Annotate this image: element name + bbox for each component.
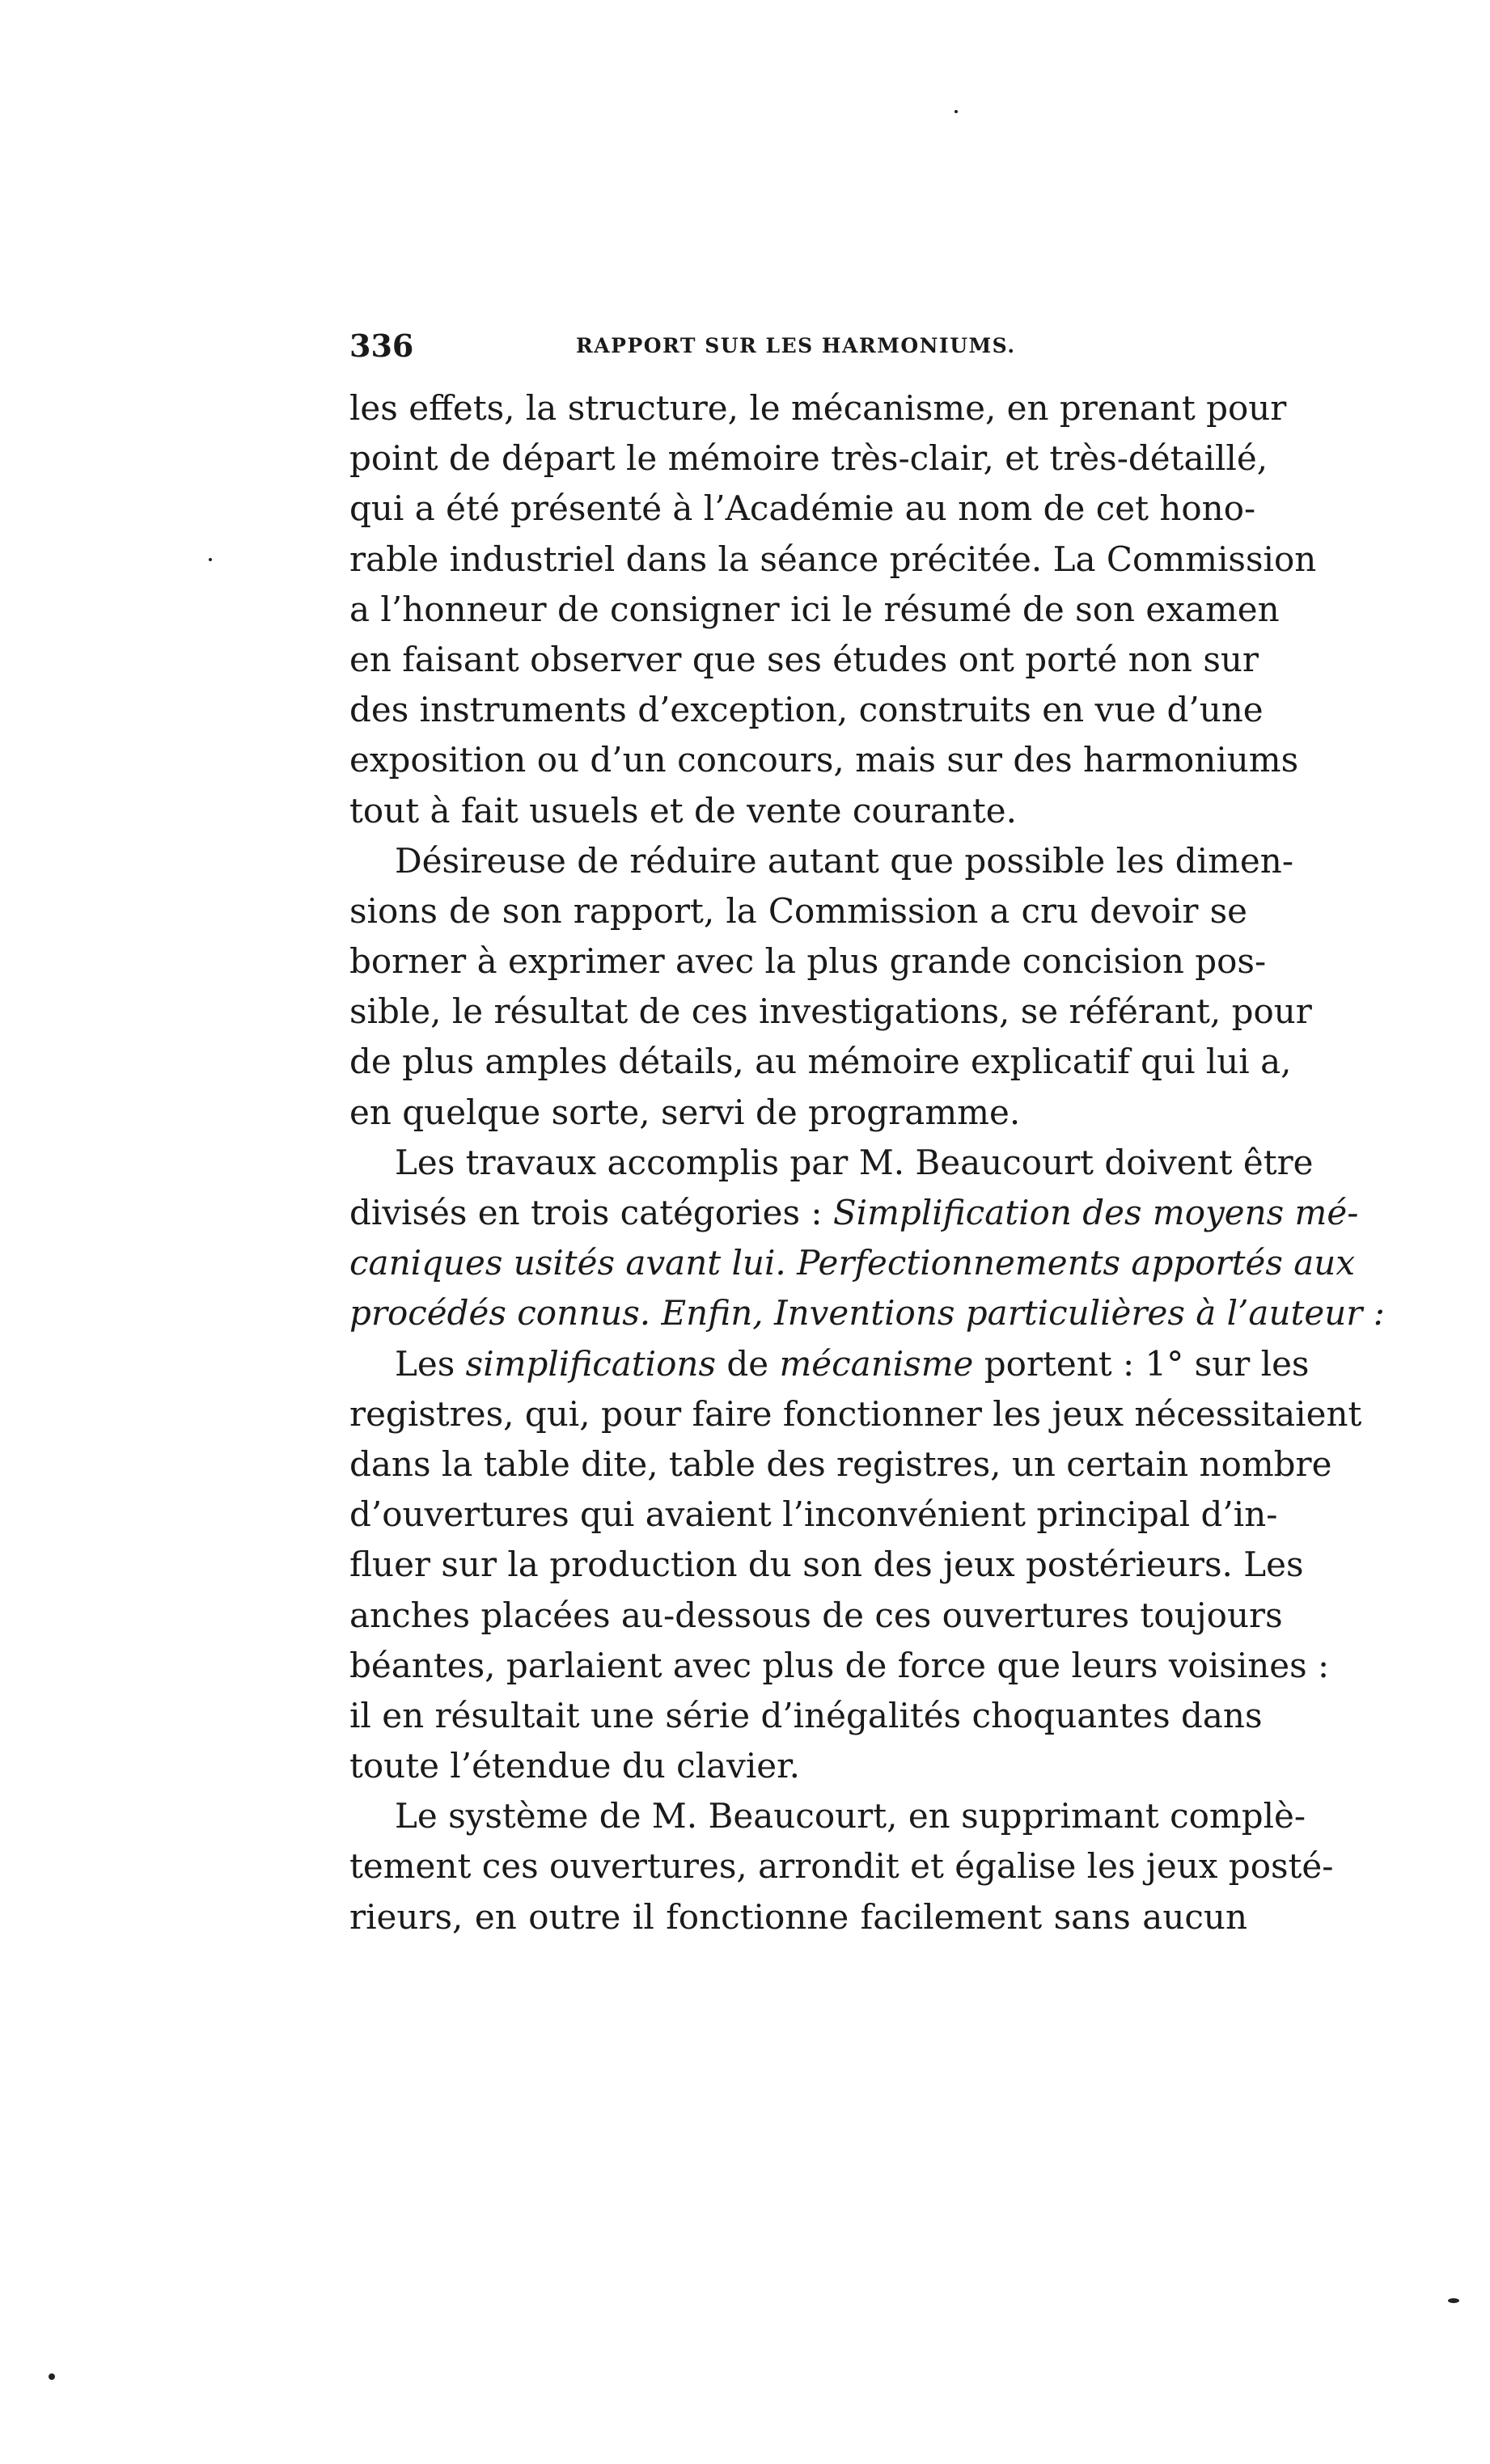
text-line — [349, 1339, 1310, 1389]
scan-speck — [955, 110, 958, 113]
text-run: divisés en trois catégories : — [349, 1193, 833, 1232]
text-line: tout à fait usuels et de vente courante. — [349, 790, 1017, 830]
italic-run: procédés connus. — [349, 1293, 662, 1333]
text-line: Désireuse de réduire autant que possible les dimen- — [395, 840, 1294, 881]
page-header — [349, 328, 1247, 368]
scan-speck — [209, 558, 212, 561]
text-line: il en résultait une série d’inégalités choquantes dans — [349, 1695, 1263, 1735]
italic-run: caniques usités avant lui. — [349, 1243, 798, 1283]
text-line: fluer sur la production du son des jeux postérieurs. Les — [349, 1545, 1304, 1585]
text-line: borner à exprimer avec la plus grande concision pos- — [349, 941, 1267, 982]
text-line: rieurs, en outre il fonctionne facilement sans aucun — [349, 1896, 1247, 1937]
text-line: béantes, parlaient avec plus de force que leurs voisines : — [349, 1645, 1330, 1685]
text-line: a l’honneur de consigner ici le résumé de son examen — [349, 589, 1280, 629]
text-line: en quelque sorte, servi de programme. — [349, 1092, 1021, 1132]
italic-run: Enfin, Inventions particulières à l’auteur : — [661, 1293, 1385, 1333]
text-line: sible, le résultat de ces investigations, se référant, pour — [349, 991, 1312, 1032]
body-text — [349, 383, 1385, 1942]
text-line: toute l’étendue du clavier. — [349, 1746, 800, 1786]
text-line: anches placées au-dessous de ces ouvertures toujours — [349, 1595, 1283, 1635]
text-run: portent : 1° sur les — [973, 1343, 1310, 1384]
text-line: Les travaux accomplis par M. Beaucourt doivent être — [395, 1142, 1314, 1182]
text-run: de — [716, 1343, 780, 1384]
italic-run: Simplification des moyens mé- — [832, 1193, 1359, 1232]
text-line: de plus amples détails, au mémoire explicatif qui lui a, — [349, 1042, 1292, 1082]
italic-run: Perfectionnements apportés aux — [797, 1243, 1356, 1283]
text-line: en faisant observer que ses études ont porté non sur — [349, 639, 1259, 679]
italic-run: simplifications — [465, 1343, 716, 1384]
scan-speck — [1448, 2298, 1459, 2303]
text-line: point de départ le mémoire très-clair, et très-détaillé, — [349, 438, 1268, 479]
italic-run: mécanisme — [779, 1343, 974, 1384]
text-line: des instruments d’exception, construits en vue d’une — [349, 690, 1264, 730]
text-line — [349, 1238, 1356, 1288]
text-line: exposition ou d’un concours, mais sur des harmoniums — [349, 740, 1299, 780]
text-line — [349, 1188, 1359, 1238]
text-line: qui a été présenté à l’Académie au nom de cet hono- — [349, 488, 1256, 529]
text-line: d’ouvertures qui avaient l’inconvénient principal d’in- — [349, 1494, 1278, 1535]
text-line: rable industriel dans la séance précitée. La Commission — [349, 539, 1317, 579]
text-line: Le système de M. Beaucourt, en supprimant complè- — [395, 1796, 1306, 1836]
page-number: 336 — [349, 328, 414, 364]
running-title: RAPPORT SUR LES HARMONIUMS. — [576, 334, 1016, 357]
text-line: dans la table dite, table des registres, un certain nombre — [349, 1443, 1332, 1484]
text-line: sions de son rapport, la Commission a cru devoir se — [349, 890, 1247, 931]
text-line: registres, qui, pour faire fonctionner les jeux nécessitaient — [349, 1393, 1362, 1434]
text-line — [349, 1288, 1385, 1338]
text-line: tement ces ouvertures, arrondit et égalise les jeux posté- — [349, 1846, 1334, 1887]
scan-speck — [49, 2373, 55, 2380]
text-run: Les — [395, 1343, 466, 1384]
text-line: les effets, la structure, le mécanisme, en prenant pour — [349, 388, 1287, 428]
